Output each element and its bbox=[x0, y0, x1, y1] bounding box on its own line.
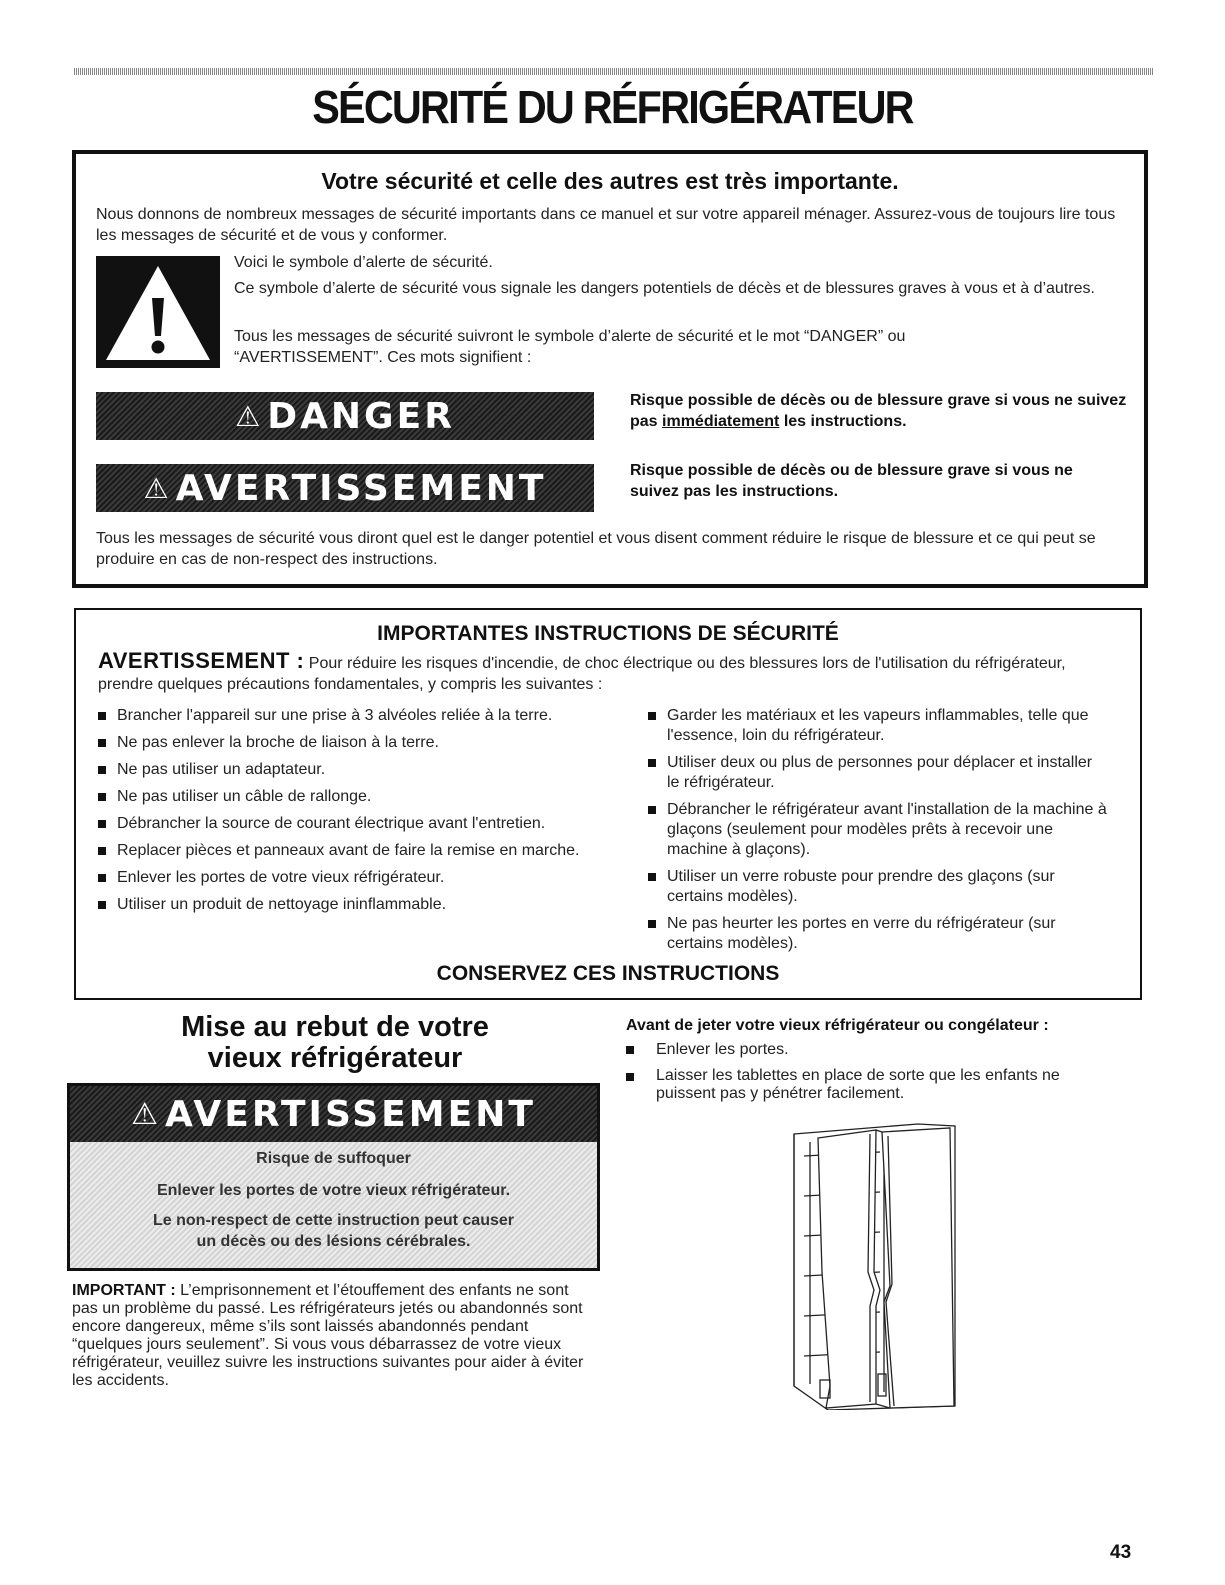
list-item: Débrancher le réfrigérateur avant l'installation de la machine à glaçons (seulement pour modèles prêts à recevoir une machine à glaçons). bbox=[648, 800, 1108, 860]
warning-box-line-3: Le non-respect de cette instruction peut causer un décès ou des lésions cérébrales. bbox=[153, 1212, 514, 1250]
list-item: Utiliser un verre robuste pour prendre des glaçons (sur certains modèles). bbox=[648, 867, 1108, 907]
warning-label: AVERTISSEMENT bbox=[165, 1093, 536, 1135]
list-item: Enlever les portes. bbox=[626, 1040, 1106, 1060]
list-item: Utiliser deux ou plus de personnes pour déplacer et installer le réfrigérateur. bbox=[648, 753, 1108, 793]
intro-paragraph: Nous donnons de nombreux messages de sécurité importants dans ce manuel et sur votre appareil ménager. Assurez-vous de toujours lire tous les messages de sécurité et de vous y conformer. bbox=[96, 206, 1116, 244]
list-item: Ne pas heurter les portes en verre du réfrigérateur (sur certains modèles). bbox=[648, 914, 1108, 954]
disposal-title bbox=[110, 1012, 560, 1074]
symbol-line-3: Tous les messages de sécurité suivront le symbole d’alerte de sécurité et le mot “DANGER” ou “AVERTISSEMENT”. Ces mots signifient : bbox=[234, 328, 906, 366]
danger-desc-after: les instructions. bbox=[779, 413, 907, 430]
list-item: Ne pas enlever la broche de liaison à la terre. bbox=[98, 733, 648, 753]
danger-desc-before: Risque possible de décès ou de blessure grave si vous ne suivez pas bbox=[630, 392, 1127, 430]
disposal-right-list bbox=[626, 1040, 1106, 1110]
list-item: Garder les matériaux et les vapeurs inflammables, telle que l'essence, loin du réfrigérateur. bbox=[648, 706, 1108, 746]
instructions-right-list bbox=[648, 706, 1108, 961]
page-title: SÉCURITÉ DU RÉFRIGÉRATEUR bbox=[312, 81, 913, 133]
intro-closing: Tous les messages de sécurité vous diront quel est le danger potentiel et vous disent comment réduire le risque de blessure et ce qui peut se produire en cas de non-respect des instructions. bbox=[96, 530, 1096, 568]
warning-word: AVERTISSEMENT : bbox=[98, 648, 305, 673]
list-item: Utiliser un produit de nettoyage ininflammable. bbox=[98, 895, 648, 915]
instructions-left-list bbox=[98, 706, 648, 922]
disposal-title-line-2: vieux réfrigérateur bbox=[207, 1042, 463, 1074]
symbol-line-2: Ce symbole d’alerte de sécurité vous signale les dangers potentiels de décès et de blessures graves à vous et à d’autres. bbox=[234, 280, 1095, 297]
intro-heading: Votre sécurité et celle des autres est très importante. bbox=[321, 168, 899, 194]
important-label: IMPORTANT : bbox=[72, 1282, 176, 1299]
list-item: Brancher l'appareil sur une prise à 3 alvéoles reliée à la terre. bbox=[98, 706, 648, 726]
danger-label: DANGER bbox=[267, 395, 455, 437]
symbol-line-1: Voici le symbole d’alerte de sécurité. bbox=[234, 254, 493, 271]
list-item: Replacer pièces et panneaux avant de faire la remise en marche. bbox=[98, 841, 648, 861]
refrigerator-doors-illustration bbox=[780, 1122, 980, 1410]
warning-description: Risque possible de décès ou de blessure grave si vous ne suivez pas les instructions. bbox=[630, 462, 1073, 500]
top-rule bbox=[74, 68, 1154, 75]
page-number: 43 bbox=[1110, 1542, 1132, 1563]
list-item: Débrancher la source de courant électrique avant l'entretien. bbox=[98, 814, 648, 834]
list-item: Ne pas utiliser un câble de rallonge. bbox=[98, 787, 648, 807]
alert-triangle-icon: ⚠ bbox=[143, 471, 172, 505]
disposal-title-line-1: Mise au rebut de votre bbox=[181, 1011, 489, 1043]
warning-box-line-1: Risque de suffoquer bbox=[256, 1150, 411, 1167]
safety-instructions-box bbox=[74, 608, 1142, 1000]
warning-box-line-2: Enlever les portes de votre vieux réfrigérateur. bbox=[156, 1182, 511, 1199]
list-item: Enlever les portes de votre vieux réfrigérateur. bbox=[98, 868, 648, 888]
instructions-footer: CONSERVEZ CES INSTRUCTIONS bbox=[436, 962, 780, 985]
warning-signal-banner bbox=[96, 464, 594, 512]
safety-alert-symbol-icon bbox=[96, 256, 220, 368]
instructions-warning bbox=[98, 650, 1118, 695]
warning-text: Pour réduire les risques d'incendie, de choc électrique ou des blessures lors de l'utilisation du réfrigérateur, prendre quelques précautions fondamentales, y compris les suivantes : bbox=[98, 655, 1066, 693]
warning-signal-banner bbox=[70, 1086, 597, 1142]
warning-label: AVERTISSEMENT bbox=[175, 467, 547, 509]
list-item: Ne pas utiliser un adaptateur. bbox=[98, 760, 648, 780]
disposal-right-heading: Avant de jeter votre vieux réfrigérateur ou congélateur : bbox=[626, 1017, 1049, 1034]
danger-signal-banner bbox=[96, 392, 594, 440]
suffocation-warning-box bbox=[67, 1083, 600, 1271]
danger-description bbox=[630, 390, 1140, 432]
alert-triangle-icon: ⚠ bbox=[131, 1096, 162, 1132]
important-paragraph bbox=[72, 1282, 592, 1390]
alert-triangle-icon: ⚠ bbox=[235, 399, 264, 433]
important-text: L’emprisonnement et l’étouffement des enfants ne sont pas un problème du passé. Les réfrigérateurs jetés ou abandonnés sont encore dangereux, même s’ils sont laissés abandonnés pendant “quelques jours seulement”. Si vous vous débarrassez de votre vieux réfrigérateur, veuillez suivre les instructions suivantes pour aider à éviter les accidents. bbox=[72, 1282, 584, 1389]
danger-desc-emphasis: immédiatement bbox=[662, 413, 780, 430]
instructions-heading: IMPORTANTES INSTRUCTIONS DE SÉCURITÉ bbox=[377, 622, 839, 645]
list-item: Laisser les tablettes en place de sorte que les enfants ne puissent pas y pénétrer facilement. bbox=[626, 1067, 1106, 1103]
safety-intro-box bbox=[72, 150, 1148, 588]
